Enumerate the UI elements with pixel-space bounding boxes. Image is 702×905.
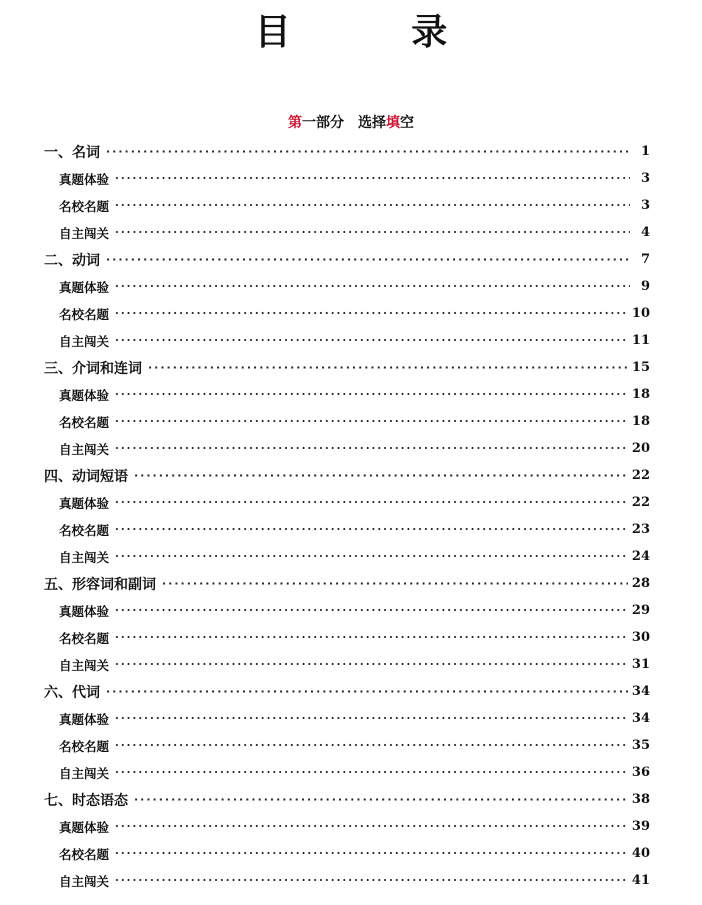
toc-entry-label: 四、动词短语 xyxy=(44,468,128,485)
toc-section-row[interactable] xyxy=(44,867,650,894)
toc-section-row[interactable] xyxy=(44,435,650,462)
dot-leader xyxy=(162,578,628,589)
toc-chapter-row[interactable] xyxy=(44,786,650,813)
toc-entry-label: 自主闯关 xyxy=(59,441,110,457)
toc-entry-label: 真题体验 xyxy=(59,819,110,835)
toc-entry-label: 名校名题 xyxy=(59,846,110,862)
dot-leader xyxy=(106,146,630,157)
toc-entry-label: 三、介词和连词 xyxy=(44,360,142,377)
toc-entry-label: 六、代词 xyxy=(44,684,100,701)
toc-entry-label: 真题体验 xyxy=(59,711,110,727)
part-heading-text-2: 选择 xyxy=(358,115,386,131)
toc-entry-label: 自主闯关 xyxy=(59,225,110,241)
part-heading-red-1: 第 xyxy=(288,115,302,131)
toc-page-number: 23 xyxy=(631,522,650,537)
toc-page-number: 4 xyxy=(640,225,650,240)
toc-section-row[interactable] xyxy=(44,381,650,408)
toc-entry-label: 名校名题 xyxy=(59,198,110,214)
dot-leader xyxy=(115,767,628,778)
toc-page-number: 31 xyxy=(631,657,650,672)
dot-leader xyxy=(115,281,630,292)
page-title: 目 录 xyxy=(254,12,502,53)
part-heading-text-3: 空 xyxy=(400,115,414,131)
toc-page-number: 3 xyxy=(640,198,650,213)
toc-page-number: 15 xyxy=(631,360,650,375)
toc-chapter-row[interactable] xyxy=(44,246,650,273)
dot-leader xyxy=(115,740,628,751)
toc-page-number: 35 xyxy=(631,738,650,753)
toc-chapter-row[interactable] xyxy=(44,354,650,381)
toc-page-number: 11 xyxy=(631,333,650,348)
toc-entry-label: 自主闯关 xyxy=(59,765,110,781)
part-heading-red-2: 填 xyxy=(386,115,400,131)
dot-leader xyxy=(115,605,628,616)
toc-page-number: 22 xyxy=(631,468,650,483)
toc-page-number: 22 xyxy=(631,495,650,510)
dot-leader xyxy=(134,470,628,481)
toc-page-number: 34 xyxy=(631,711,650,726)
toc-section-row[interactable] xyxy=(44,840,650,867)
dot-leader xyxy=(115,173,630,184)
toc-section-row[interactable] xyxy=(44,489,650,516)
dot-leader xyxy=(106,686,628,697)
toc-page-number: 9 xyxy=(640,279,650,294)
dot-leader xyxy=(115,335,628,346)
toc-section-row[interactable] xyxy=(44,597,650,624)
toc-entry-label: 名校名题 xyxy=(59,630,110,646)
toc-section-row[interactable] xyxy=(44,408,650,435)
toc-entry-label: 自主闯关 xyxy=(59,657,110,673)
toc-entry-label: 七、时态语态 xyxy=(44,792,128,809)
dot-leader xyxy=(115,713,628,724)
toc-page-number: 28 xyxy=(631,576,650,591)
dot-leader xyxy=(106,254,630,265)
toc-entry-label: 名校名题 xyxy=(59,522,110,538)
toc-entry-label: 真题体验 xyxy=(59,279,110,295)
toc-page-number: 38 xyxy=(631,792,650,807)
toc-chapter-row[interactable] xyxy=(44,678,650,705)
toc-page-number: 30 xyxy=(631,630,650,645)
table-of-contents xyxy=(44,138,650,894)
dot-leader xyxy=(115,551,628,562)
dot-leader xyxy=(148,362,628,373)
toc-entry-label: 真题体验 xyxy=(59,387,110,403)
part-heading-text-1: 一部分 xyxy=(302,115,344,131)
toc-page-number: 20 xyxy=(631,441,650,456)
toc-entry-label: 名校名题 xyxy=(59,414,110,430)
toc-chapter-row[interactable] xyxy=(44,138,650,165)
toc-chapter-row[interactable] xyxy=(44,570,650,597)
dot-leader xyxy=(115,389,628,400)
toc-page-number: 18 xyxy=(631,387,650,402)
toc-section-row[interactable] xyxy=(44,732,650,759)
toc-section-row[interactable] xyxy=(44,705,650,732)
toc-page-number: 29 xyxy=(631,603,650,618)
dot-leader xyxy=(115,821,628,832)
toc-page-number: 41 xyxy=(631,873,650,888)
toc-section-row[interactable] xyxy=(44,219,650,246)
toc-section-row[interactable] xyxy=(44,165,650,192)
toc-entry-label: 自主闯关 xyxy=(59,333,110,349)
dot-leader xyxy=(115,497,628,508)
dot-leader xyxy=(115,443,628,454)
dot-leader xyxy=(115,200,630,211)
toc-section-row[interactable] xyxy=(44,192,650,219)
dot-leader xyxy=(115,227,630,238)
toc-section-row[interactable] xyxy=(44,273,650,300)
toc-entry-label: 名校名题 xyxy=(59,306,110,322)
toc-page-number: 24 xyxy=(631,549,650,564)
toc-page-number: 18 xyxy=(631,414,650,429)
toc-page-number: 1 xyxy=(640,144,650,159)
dot-leader xyxy=(115,875,628,886)
toc-entry-label: 一、名词 xyxy=(44,144,100,161)
toc-section-row[interactable] xyxy=(44,327,650,354)
dot-leader xyxy=(115,524,628,535)
dot-leader xyxy=(115,632,628,643)
toc-entry-label: 真题体验 xyxy=(59,171,110,187)
toc-page-number: 36 xyxy=(631,765,650,780)
toc-section-row[interactable] xyxy=(44,813,650,840)
toc-page-number: 34 xyxy=(631,684,650,699)
dot-leader xyxy=(115,659,628,670)
toc-page-number: 40 xyxy=(631,846,650,861)
toc-page-number: 7 xyxy=(640,252,650,267)
dot-leader xyxy=(115,416,628,427)
toc-section-row[interactable] xyxy=(44,759,650,786)
dot-leader xyxy=(115,308,628,319)
toc-entry-label: 自主闯关 xyxy=(59,873,110,889)
toc-page-number: 3 xyxy=(640,171,650,186)
toc-chapter-row[interactable] xyxy=(44,462,650,489)
toc-page-number: 39 xyxy=(631,819,650,834)
toc-entry-label: 五、形容词和副词 xyxy=(44,576,156,593)
toc-entry-label: 真题体验 xyxy=(59,495,110,511)
toc-entry-label: 二、动词 xyxy=(44,252,100,269)
toc-entry-label: 自主闯关 xyxy=(59,549,110,565)
dot-leader xyxy=(134,794,628,805)
toc-section-row[interactable] xyxy=(44,300,650,327)
toc-section-row[interactable] xyxy=(44,543,650,570)
toc-entry-label: 真题体验 xyxy=(59,603,110,619)
toc-section-row[interactable] xyxy=(44,651,650,678)
part-heading xyxy=(0,113,702,133)
dot-leader xyxy=(115,848,628,859)
toc-section-row[interactable] xyxy=(44,624,650,651)
toc-entry-label: 名校名题 xyxy=(59,738,110,754)
toc-section-row[interactable] xyxy=(44,516,650,543)
toc-page-number: 10 xyxy=(631,306,650,321)
